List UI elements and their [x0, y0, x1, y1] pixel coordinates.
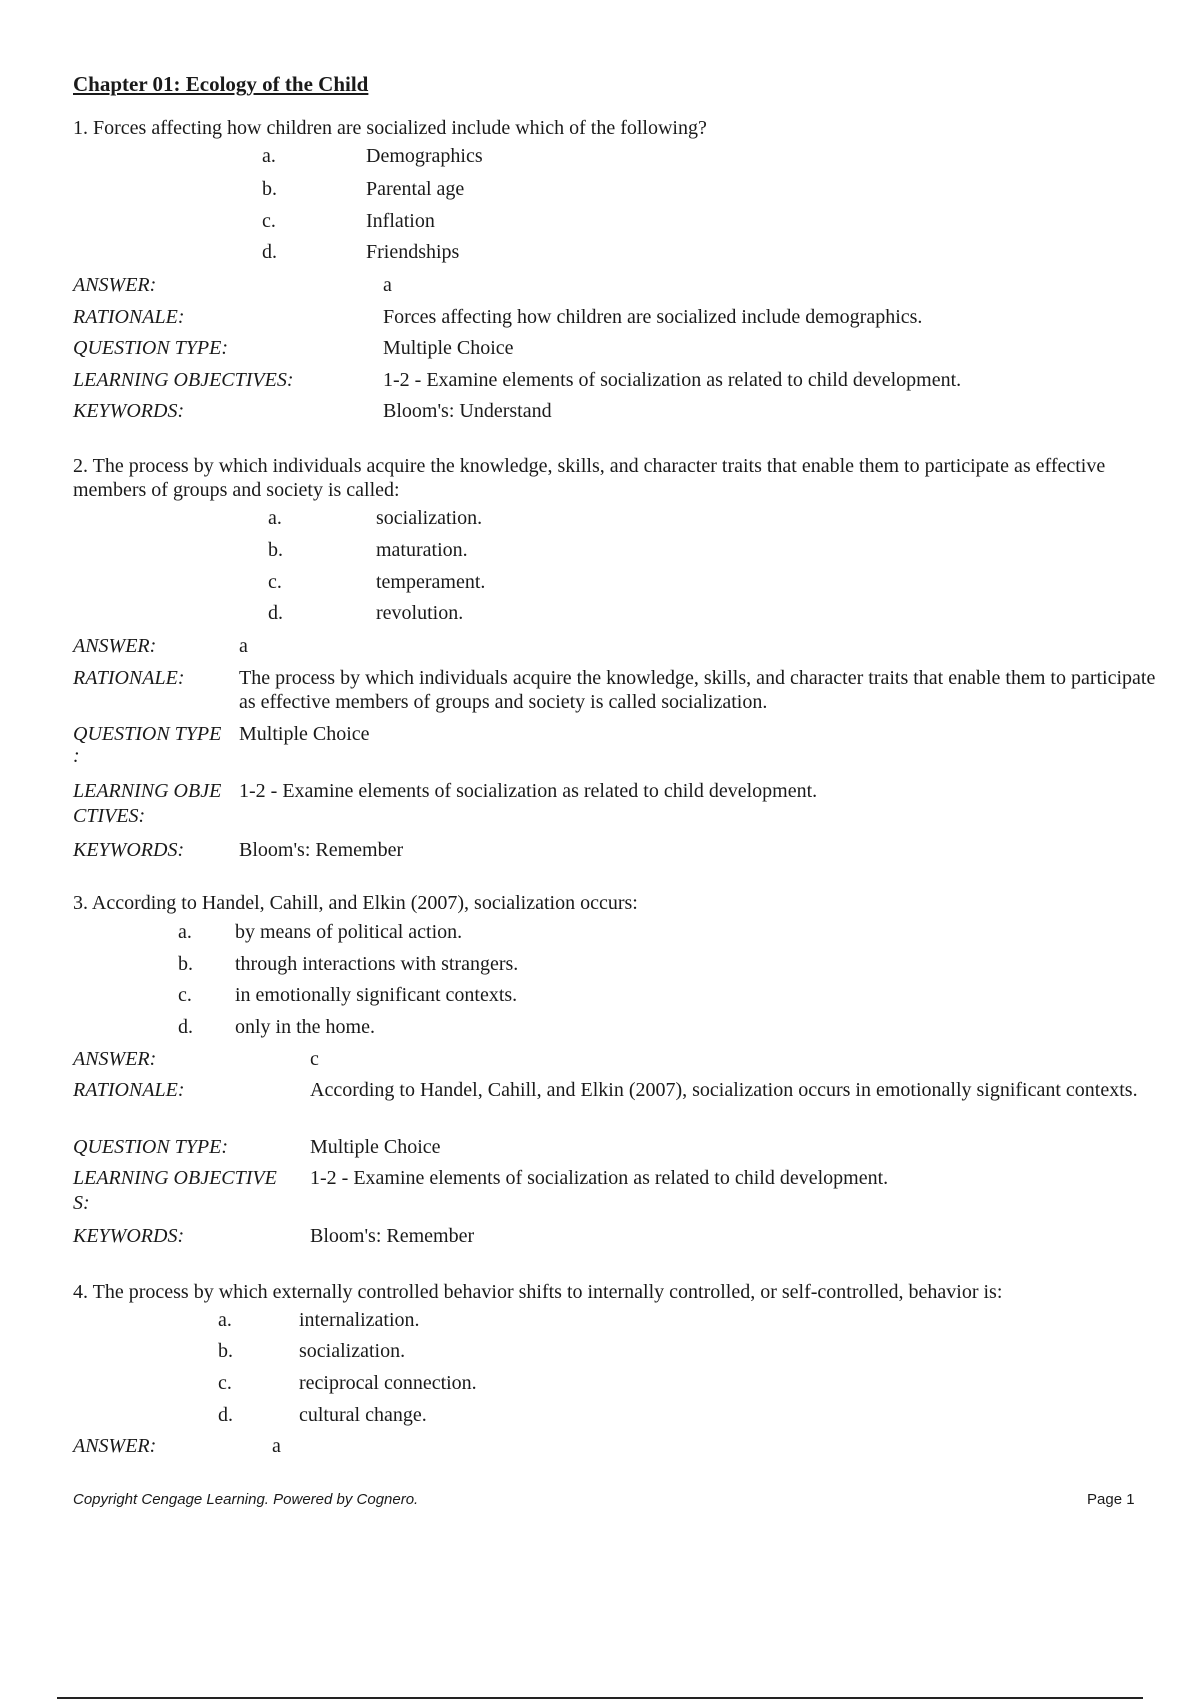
question-stem: 4. The process by which externally controlled behavior shifts to internally controlled, or self-controlled, behavior is: — [73, 1281, 1003, 1303]
question-stem: 2. The process by which individuals acquire the knowledge, skills, and character traits that enable them to participate as effective members of groups and society is called: — [73, 455, 1106, 501]
learning-objectives-label-wrap: S: — [73, 1192, 90, 1214]
option-letter: c. — [262, 210, 276, 232]
answer-value: a — [239, 635, 248, 657]
option-text: socialization. — [299, 1340, 406, 1362]
option-letter: b. — [268, 539, 283, 561]
option-text: revolution. — [376, 602, 464, 624]
option-text: only in the home. — [235, 1016, 375, 1038]
option-letter: a. — [218, 1309, 232, 1331]
answer-label: ANSWER: — [73, 274, 157, 296]
option-text: in emotionally significant contexts. — [235, 984, 518, 1006]
option-text: Demographics — [366, 145, 483, 167]
keywords-label: KEYWORDS: — [73, 400, 185, 422]
rationale-text: The process by which individuals acquire the knowledge, skills, and character traits that enable them to participate as effective members of groups and society is called socialization. — [239, 667, 1156, 713]
option-text: temperament. — [376, 571, 486, 593]
option-letter: c. — [178, 984, 192, 1006]
question-type-value: Multiple Choice — [239, 723, 370, 745]
option-letter: d. — [178, 1016, 193, 1038]
learning-objectives-value: 1-2 - Examine elements of socialization as related to child development. — [383, 369, 962, 391]
option-letter: b. — [218, 1340, 233, 1362]
keywords-label: KEYWORDS: — [73, 839, 185, 861]
option-letter: d. — [262, 241, 277, 263]
option-letter: c. — [268, 571, 282, 593]
option-letter: c. — [218, 1372, 232, 1394]
option-letter: b. — [178, 953, 193, 975]
chapter-title: Chapter 01: Ecology of the Child — [73, 72, 369, 96]
rationale-label: RATIONALE: — [73, 306, 185, 328]
learning-objectives-label: LEARNING OBJECTIVES: — [73, 369, 294, 391]
learning-objectives-value: 1-2 - Examine elements of socialization as related to child development. — [310, 1167, 889, 1189]
answer-label: ANSWER: — [73, 635, 157, 657]
learning-objectives-label-wrap: CTIVES: — [73, 805, 146, 827]
question-stem: 1. Forces affecting how children are socialized include which of the following? — [73, 117, 707, 139]
answer-value: a — [272, 1435, 281, 1457]
option-text: Inflation — [366, 210, 435, 232]
footer-page-number: Page 1 — [1087, 1491, 1135, 1508]
keywords-value: Bloom's: Remember — [310, 1225, 475, 1247]
learning-objectives-value: 1-2 - Examine elements of socialization as related to child development. — [239, 780, 818, 802]
option-text: Friendships — [366, 241, 460, 263]
option-text: maturation. — [376, 539, 468, 561]
option-text: Parental age — [366, 178, 465, 200]
footer-copyright: Copyright Cengage Learning. Powered by Cognero. — [73, 1491, 419, 1508]
learning-objectives-label: LEARNING OBJECTIVE — [73, 1167, 277, 1189]
rationale-label: RATIONALE: — [73, 1079, 185, 1101]
keywords-label: KEYWORDS: — [73, 1225, 185, 1247]
question-type-value: Multiple Choice — [310, 1136, 441, 1158]
option-letter: a. — [262, 145, 276, 167]
rationale-text: Forces affecting how children are socialized include demographics. — [383, 306, 923, 328]
question-type-label: QUESTION TYPE: — [73, 337, 229, 359]
option-letter: d. — [268, 602, 283, 624]
question-stem: 3. According to Handel, Cahill, and Elkin (2007), socialization occurs: — [73, 892, 638, 914]
option-letter: a. — [178, 921, 192, 943]
keywords-value: Bloom's: Understand — [383, 400, 552, 422]
rationale-text: According to Handel, Cahill, and Elkin (2007), socialization occurs in emotionally significant contexts. — [310, 1079, 1138, 1101]
option-text: cultural change. — [299, 1404, 427, 1426]
option-text: by means of political action. — [235, 921, 463, 943]
keywords-value: Bloom's: Remember — [239, 839, 404, 861]
option-text: through interactions with strangers. — [235, 953, 519, 975]
question-type-label-wrap: : — [73, 745, 80, 767]
question-type-value: Multiple Choice — [383, 337, 514, 359]
option-letter: a. — [268, 507, 282, 529]
answer-label: ANSWER: — [73, 1435, 157, 1457]
option-letter: d. — [218, 1404, 233, 1426]
question-type-label: QUESTION TYPE — [73, 723, 222, 745]
option-text: socialization. — [376, 507, 483, 529]
option-letter: b. — [262, 178, 277, 200]
answer-label: ANSWER: — [73, 1048, 157, 1070]
learning-objectives-label: LEARNING OBJE — [73, 780, 222, 802]
question-type-label: QUESTION TYPE: — [73, 1136, 229, 1158]
option-text: reciprocal connection. — [299, 1372, 477, 1394]
rationale-label: RATIONALE: — [73, 667, 185, 689]
answer-value: a — [383, 274, 392, 296]
page-divider — [57, 1697, 1143, 1699]
option-text: internalization. — [299, 1309, 420, 1331]
answer-value: c — [310, 1048, 319, 1070]
